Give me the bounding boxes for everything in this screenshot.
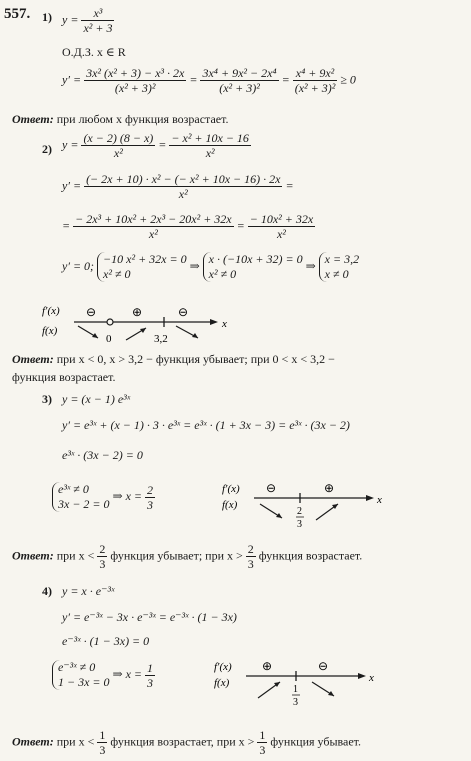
p3-derivative: y′ = e³ˣ + (x − 1) · 3 · e³ˣ = e³ˣ · (1 + 3x − 3) = e³ˣ · (3x − 2) bbox=[62, 418, 350, 432]
p4-brace bbox=[52, 660, 110, 690]
p2-dy-f3-num: − 10x² + 32x bbox=[249, 212, 314, 226]
p1-answer-text: при любом x функция возрастает. bbox=[56, 112, 229, 126]
p2-sys1-a: −10 x² + 32x = 0 bbox=[103, 252, 187, 266]
p1-y-num: x³ bbox=[93, 6, 103, 20]
p3-answer-frac2-num: 2 bbox=[247, 542, 254, 556]
p2-arrow2: ⇒ bbox=[305, 258, 316, 273]
p3-axis-var: x bbox=[377, 494, 382, 506]
p2-y-f1-den: x² bbox=[81, 145, 155, 160]
p2-axis-arrowhead bbox=[210, 319, 218, 325]
p2-y-lhs: y = bbox=[62, 137, 79, 152]
p2-sys1-b: x² ≠ 0 bbox=[103, 267, 131, 281]
p1-y-den: x² + 3 bbox=[83, 21, 113, 35]
p2-sys2-b: x² ≠ 0 bbox=[208, 267, 237, 281]
p2-f-label: f(x) bbox=[42, 325, 58, 337]
p4-answer bbox=[12, 728, 361, 757]
p2-sys3-a: x = 3,2 bbox=[324, 252, 360, 266]
p4-sign-1: ⊕ bbox=[262, 659, 273, 673]
p2-y-f2-den: x² bbox=[169, 145, 251, 160]
p1-dy-lhs: y′ = bbox=[62, 72, 82, 87]
p2-point-32-label: 3,2 bbox=[154, 333, 168, 345]
p3-result-den: 3 bbox=[147, 497, 154, 512]
p4-sys-b: 1 − 3x = 0 bbox=[58, 675, 110, 689]
p2-dy-f3-den: x² bbox=[248, 226, 315, 241]
p3-eq-zero: e³ˣ · (3x − 2) = 0 bbox=[62, 448, 143, 462]
p4-axis-var: x bbox=[369, 672, 374, 684]
p2-dy-f2-den: x² bbox=[73, 226, 234, 241]
p4-axis-arrowhead bbox=[358, 673, 366, 679]
p1-dy-f1-num: 3x² (x² + 3) − x³ · 2x bbox=[86, 66, 185, 80]
p2-answer-text: при x < 0, x > 3,2 − функция убывает; при 0 < x < 3,2 − bbox=[56, 352, 335, 366]
p4-function: y = x · e⁻³ˣ bbox=[62, 584, 115, 598]
p3-answer-frac2-den: 3 bbox=[247, 557, 254, 571]
p4-derivative: y′ = e⁻³ˣ − 3x · e⁻³ˣ = e⁻³ˣ · (1 − 3x) bbox=[62, 610, 237, 624]
p2-answer bbox=[12, 352, 335, 367]
p3-decrease-arrowhead bbox=[276, 513, 282, 518]
p2-eq-tail: = bbox=[285, 178, 294, 193]
part1-label: 1) bbox=[42, 10, 52, 24]
p2-derivative-line2 bbox=[62, 212, 315, 241]
problem-number: 557. bbox=[4, 6, 31, 22]
p3-function: y = (x − 1) e³ˣ bbox=[62, 392, 131, 406]
p3-answer-c: функция возрастает. bbox=[258, 548, 363, 563]
p3-sign-2: ⊕ bbox=[324, 481, 335, 495]
part4-label: 4) bbox=[42, 584, 52, 598]
p3-brace bbox=[52, 482, 110, 512]
p2-system-1 bbox=[97, 252, 187, 282]
p2-sys-lhs: y′ = 0; bbox=[62, 258, 95, 273]
p3-sign-1: ⊖ bbox=[266, 481, 277, 495]
p2-system bbox=[62, 252, 359, 282]
p3-f-label: f(x) bbox=[222, 499, 238, 511]
p2-arrow1: ⇒ bbox=[189, 258, 200, 273]
p2-sign-1: ⊖ bbox=[86, 305, 97, 319]
p2-function bbox=[62, 131, 251, 160]
p1-derivative bbox=[62, 66, 356, 95]
p2-sign-3: ⊖ bbox=[178, 305, 189, 319]
p1-dy-f3-den: (x² + 3)² bbox=[294, 81, 336, 95]
p1-eq1: = bbox=[189, 72, 198, 87]
p3-result-num: 2 bbox=[147, 482, 154, 497]
p2-y-f1-num: (x − 2) (8 − x) bbox=[83, 131, 154, 145]
p4-answer-frac1-num: 1 bbox=[99, 728, 106, 742]
p4-sign-2: ⊖ bbox=[318, 659, 329, 673]
p3-answer-label: Ответ: bbox=[12, 548, 54, 563]
p1-eq2: = bbox=[281, 72, 290, 87]
p4-eq-zero: e⁻³ˣ · (1 − 3x) = 0 bbox=[62, 634, 150, 648]
p2-eq1: = bbox=[158, 137, 167, 152]
p4-answer-b: функция возрастает, при x > bbox=[110, 734, 255, 749]
p2-fprime-label: f′(x) bbox=[42, 305, 60, 317]
part3-label: 3) bbox=[42, 392, 52, 406]
p2-dy-lhs: y′ = bbox=[62, 178, 82, 193]
p3-sys-a: e³ˣ ≠ 0 bbox=[58, 482, 89, 496]
p1-dy-f2-num: 3x⁴ + 9x² − 2x⁴ bbox=[202, 66, 277, 80]
p3-point-num: 2 bbox=[297, 506, 302, 517]
p3-answer bbox=[12, 542, 362, 571]
p3-arrow: ⇒ bbox=[112, 488, 123, 503]
p4-answer-frac1-den: 3 bbox=[99, 743, 106, 757]
p2-system-2 bbox=[203, 252, 303, 282]
p2-axis-var: x bbox=[222, 318, 227, 330]
p4-result-den: 3 bbox=[147, 675, 154, 690]
p4-sign-axis bbox=[212, 656, 392, 714]
p4-answer-c: функция убывает. bbox=[270, 734, 362, 749]
p4-f-label: f(x) bbox=[214, 677, 230, 689]
p4-sys-a: e⁻³ˣ ≠ 0 bbox=[58, 660, 96, 674]
p3-point-den: 3 bbox=[297, 519, 302, 530]
p4-answer-a: при x < bbox=[56, 734, 95, 749]
p4-result-num: 1 bbox=[147, 660, 154, 675]
p2-sign-axis bbox=[40, 300, 240, 350]
part2-label: 2) bbox=[42, 142, 52, 156]
p2-point-0 bbox=[107, 319, 113, 325]
p4-point-den: 3 bbox=[293, 697, 298, 708]
p2-point-0-label: 0 bbox=[106, 333, 112, 345]
p2-derivative-line1 bbox=[62, 172, 294, 201]
p4-system bbox=[52, 660, 155, 690]
p3-sys-b: 3x − 2 = 0 bbox=[58, 497, 110, 511]
p1-y-lhs: y = bbox=[62, 12, 79, 27]
p3-answer-b: функция убывает; при x > bbox=[110, 548, 243, 563]
p4-answer-frac2-den: 3 bbox=[259, 743, 266, 757]
p3-system bbox=[52, 482, 155, 512]
p4-arrow: ⇒ bbox=[112, 666, 123, 681]
p2-sys2-a: x · (−10x + 32) = 0 bbox=[208, 252, 303, 266]
p4-answer-frac2-num: 1 bbox=[259, 728, 266, 742]
p1-ge0: ≥ 0 bbox=[340, 72, 356, 87]
p2-answer-line2: функция возрастает. bbox=[12, 370, 116, 384]
p3-axis-arrowhead bbox=[366, 495, 374, 501]
p2-line3-eq: = bbox=[62, 218, 71, 233]
p2-answer-label: Ответ: bbox=[12, 352, 54, 366]
p1-dy-f1-den: (x² + 3)² bbox=[84, 80, 186, 95]
p2-dy-f1-den: x² bbox=[84, 186, 282, 201]
p4-fprime-label: f′(x) bbox=[214, 661, 232, 673]
p2-sys3-b: x ≠ 0 bbox=[324, 267, 349, 281]
p2-system-3 bbox=[319, 252, 359, 282]
p1-odz: О.Д.З. x ∈ R bbox=[62, 45, 126, 59]
p2-dy-f1-num: (− 2x + 10) · x² − (− x² + 10x − 16) · 2x bbox=[86, 172, 281, 186]
p2-eq2: = bbox=[236, 218, 245, 233]
p3-answer-a: при x < bbox=[56, 548, 95, 563]
p2-dy-f2-num: − 2x³ + 10x² + 2x³ − 20x² + 32x bbox=[75, 212, 232, 226]
p1-answer bbox=[12, 112, 228, 127]
p4-result-lhs: x = bbox=[125, 666, 143, 681]
p2-y-f2-num: − x² + 10x − 16 bbox=[171, 131, 249, 145]
p1-answer-label: Ответ: bbox=[12, 112, 54, 126]
p3-sign-axis bbox=[220, 478, 390, 536]
p4-point-num: 1 bbox=[293, 684, 298, 695]
p1-function bbox=[62, 6, 114, 35]
p1-dy-f2-den: (x² + 3)² bbox=[200, 80, 278, 95]
p3-result-lhs: x = bbox=[125, 488, 143, 503]
p3-answer-frac1-den: 3 bbox=[99, 557, 106, 571]
p4-answer-label: Ответ: bbox=[12, 734, 54, 749]
p3-fprime-label: f′(x) bbox=[222, 483, 240, 495]
p3-answer-frac1-num: 2 bbox=[99, 542, 106, 556]
p1-dy-f3-num: x⁴ + 9x² bbox=[295, 66, 335, 80]
p2-sign-2: ⊕ bbox=[132, 305, 143, 319]
p4-decrease-arrowhead bbox=[328, 691, 334, 696]
